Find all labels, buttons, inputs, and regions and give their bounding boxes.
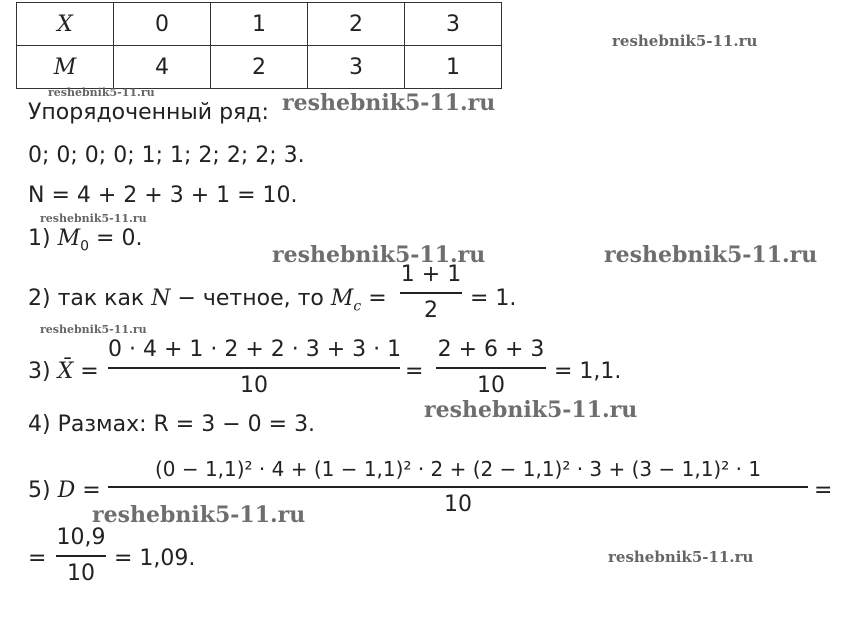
total-count-line: N = 4 + 2 + 3 + 1 = 10. [28,183,298,208]
final-eq: = [28,546,47,571]
fraction-bar [108,367,400,369]
variance-eq: = [75,478,101,503]
table-header-m: M [17,46,114,89]
table-cell-m-3: 1 [405,46,502,89]
median-line [28,286,387,319]
mode-symbol: M [57,226,81,251]
table-cell-m-2: 3 [308,46,405,89]
table-cell-m-1: 2 [211,46,308,89]
variance-symbol: D [57,478,76,503]
final-numerator: 10,9 [56,525,106,550]
mode-line [28,226,142,259]
variance-numerator: (0 − 1,1)² · 4 + (1 − 1,1)² · 2 + (2 − 1,1)² · 3 + (3 − 1,1)² · 1 [154,457,762,481]
mean-numerator-2: 2 + 6 + 3 [437,337,545,362]
median-symbol: M [330,286,354,311]
mean-numerator-1: 0 · 4 + 1 · 2 + 2 · 3 + 3 · 1 [108,337,402,362]
median-text: 2) так как [28,286,152,311]
median-text2: − четное, то [170,286,331,311]
fraction-bar [56,555,106,557]
mean-denominator-2: 10 [477,373,505,398]
frequency-table [16,2,502,89]
ordered-series: 0; 0; 0; 0; 1; 1; 2; 2; 2; 3. [28,143,305,168]
table-row-m [17,46,502,89]
variance-trailing-eq: = [814,478,833,503]
watermark: reshebnik5-11.ru [272,242,486,268]
mean-mid-eq: = [405,359,424,384]
mode-prefix: 1) [28,226,58,251]
mode-subscript: 0 [80,238,90,255]
watermark: reshebnik5-11.ru [282,90,496,116]
watermark: reshebnik5-11.ru [40,323,147,336]
watermark: reshebnik5-11.ru [92,502,306,528]
mean-fraction-1 [108,337,400,399]
range-line: 4) Размах: R = 3 − 0 = 3. [28,412,316,437]
median-n: N [151,286,171,311]
mean-line [28,359,99,385]
mean-result: = 1,1. [554,359,622,384]
watermark: reshebnik5-11.ru [40,212,147,225]
variance-prefix: 5) [28,478,58,503]
table-cell-x-0: 0 [114,3,211,46]
median-result: = 1. [470,286,517,311]
median-fraction [400,262,462,324]
watermark: reshebnik5-11.ru [604,242,818,268]
mean-prefix: 3) [28,359,58,384]
median-numerator: 1 + 1 [400,262,462,287]
watermark: reshebnik5-11.ru [608,548,754,566]
table-cell-x-2: 2 [308,3,405,46]
median-subscript: c [353,298,362,315]
table-cell-x-3: 3 [405,3,502,46]
watermark: reshebnik5-11.ru [48,86,155,99]
mean-denominator-1: 10 [240,373,268,398]
ordered-series-label: Упорядоченный ряд: [28,100,269,125]
watermark: reshebnik5-11.ru [424,397,638,423]
variance-line [28,478,101,504]
mean-eq: = [73,359,99,384]
final-fraction [56,525,106,587]
fraction-bar [400,292,462,294]
fraction-bar [108,486,808,488]
mean-symbol: X̄ [57,359,74,384]
median-eq: = [361,286,387,311]
mean-fraction-2 [436,337,546,399]
table-row-x [17,3,502,46]
final-result: = 1,09. [114,546,196,571]
table-cell-m-0: 4 [114,46,211,89]
median-denominator: 2 [424,298,438,323]
variance-denominator: 10 [444,492,472,517]
table-header-x: X [17,3,114,46]
watermark: reshebnik5-11.ru [612,32,758,50]
fraction-bar [436,367,546,369]
table-cell-x-1: 1 [211,3,308,46]
mode-value: = 0. [89,226,143,251]
final-denominator: 10 [67,561,95,586]
